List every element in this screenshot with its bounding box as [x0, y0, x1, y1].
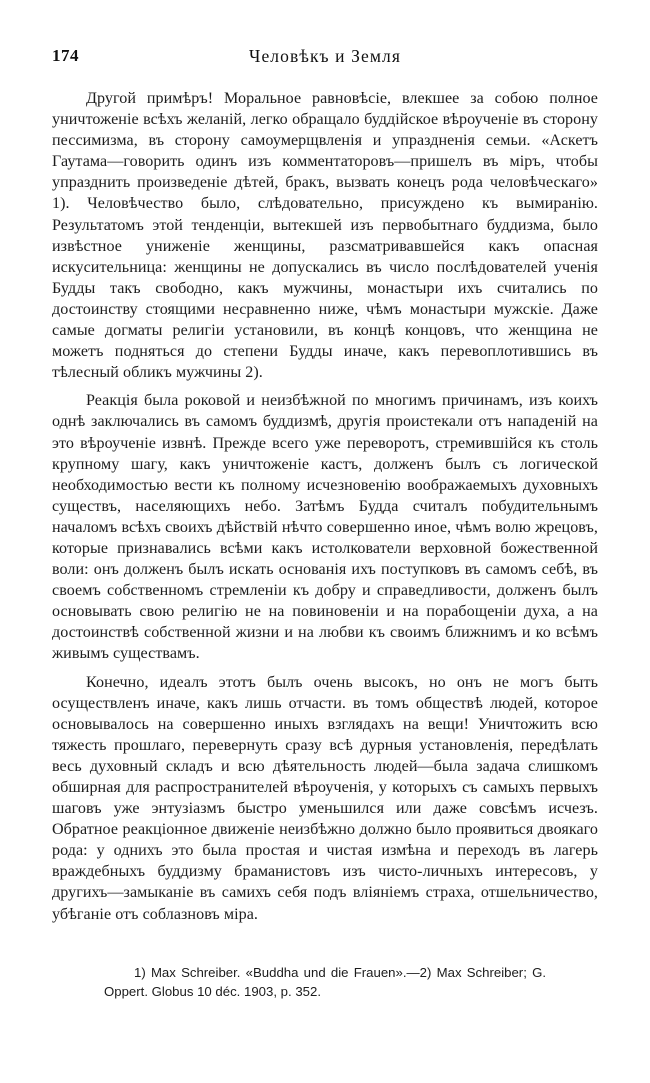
page-number: 174: [52, 46, 79, 65]
footnotes: [104, 963, 546, 1001]
paragraph: Реакція была роковой и неизбѣжной по многимъ причинамъ, изъ коихъ однѣ заключались въ самомъ буддизмѣ, другія проистекали отъ нападеній на это вѣроученіе извнѣ. Прежде всего уже переворотъ, стремившійся къ столь крупному шагу, какъ уничтоженіе кастъ, долженъ былъ съ логической необходимостью вести къ полному исчезновенію воображаемыхъ духовныхъ существъ, населяющихъ небо. Затѣмъ Будда считалъ побудительнымъ началомъ всѣхъ своихъ дѣйствій нѣчто совершенно иное, чѣмъ волю жрецовъ, которые признавались всѣми какъ истолкователи верховной божественной воли: онъ долженъ былъ искать основанія ихъ поступковъ въ самомъ себѣ, въ своемъ собственномъ стремленіи къ добру и справедливости, долженъ былъ основывать свою религію не на повиновеніи и на порабощеніи духа, а на достоинствѣ собственной жизни и на любви къ своимъ ближнимъ и ко всѣмъ живымъ существамъ.: [52, 392, 598, 663]
page-header: [52, 40, 598, 74]
paragraph: Конечно, идеалъ этотъ былъ очень высокъ, но онъ не могъ быть осуществленъ иначе, какъ лишь отчасти. въ томъ обществѣ людей, которое основывалось на совершенно иныхъ взглядахъ на вещи! Уничтожить всю тяжесть прошлаго, перевернуть сразу всѣ дурныя установленія, передѣлать весь духовный складъ и всю дѣятельность людей—была задача слишкомъ обширная для распространителей вѣроученія, у которыхъ съ самыхъ первыхъ шаговъ уже энтузіазмъ быстро уменьшился или даже совсѣмъ исчезъ. Обратное реакціонное движеніе неизбѣжно должно было проявиться двоякаго рода: у однихъ это была простая и чистая измѣна и переходъ въ лагерь враждебныхъ буддизму браманистовъ изъ чисто-личныхъ интересовъ, у другихъ—замыканіе въ самихъ себя подъ вліяніемъ страха, отшельничество, убѣганіе отъ соблазновъ міра.: [52, 673, 598, 923]
paragraph: Другой примѣръ! Моральное равновѣсіе, влекшее за собою полное уничтоженіе всѣхъ желаній, легко обращало буддійское вѣроученіе въ сторону пессимизма, въ сторону самоумерщвленія и упраздненія семьи. «Аскетъ Гаутама—говорить одинъ изъ комментаторовъ—пришелъ въ міръ, чтобы упразднить произведеніе дѣтей, бракъ, вызвать конецъ рода человѣческаго» 1). Человѣчество было, слѣдовательно, присуждено къ вымиранію. Результатомъ этой тенденціи, вытекшей изъ первобытнаго буддизма, было извѣстное униженіе женщины, разсматривавшейся какъ опасная искусительница: женщины не допускались въ число послѣдователей ученія Будды такъ свободно, какъ мужчины, монастыри ихъ считались по достоинству стоящими несравненно ниже, чѣмъ монастыри мужскіе. Даже самые догматы религіи установили, въ концѣ концовъ, что женщина не можетъ подняться до степени Будды иначе, какъ перевоплотившись въ тѣлесный обликъ мужчины 2).: [52, 90, 598, 382]
running-title: Человѣкъ и Земля: [248, 46, 402, 66]
body-text: [52, 88, 598, 925]
footnote-text: 1) Max Schreiber. «Buddha und die Frauen».—2) Max Schreiber; G. Oppert. Globus 10 déc. 1903, p. 352.: [104, 965, 546, 999]
page-inner: [52, 40, 598, 1063]
